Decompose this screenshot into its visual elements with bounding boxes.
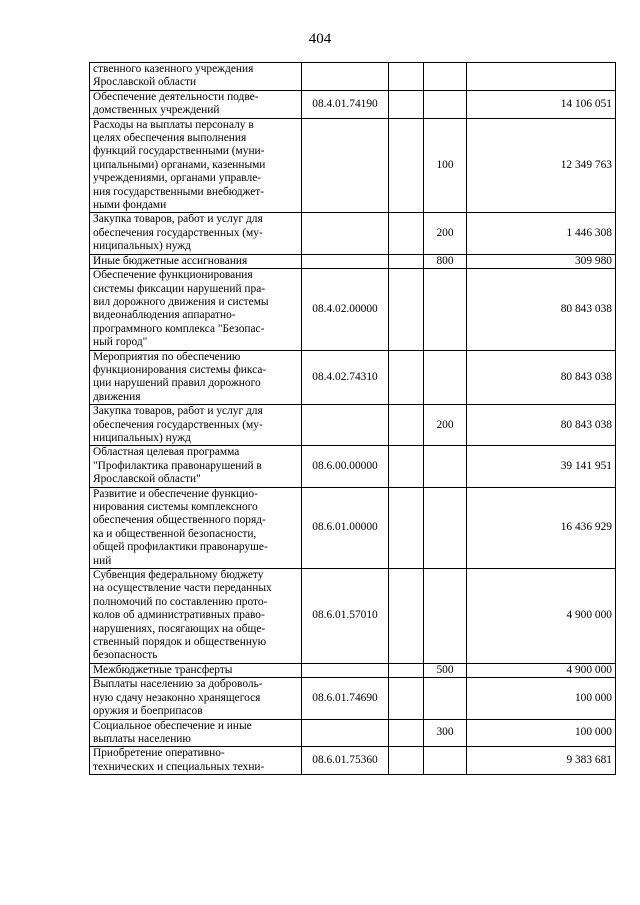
expense-type-cell: 300 (424, 719, 467, 747)
table-row (90, 446, 616, 487)
table-row (90, 350, 616, 405)
empty-cell (389, 487, 424, 568)
item-name-cell: Обеспечение деятельности подве- домственных учреждений (90, 90, 302, 118)
target-code-cell: 08.6.01.74690 (302, 678, 389, 719)
table-row (90, 719, 616, 747)
empty-cell (389, 446, 424, 487)
table-row (90, 213, 616, 254)
amount-cell: 100 000 (467, 719, 616, 747)
item-name-cell: Выплаты населению за доброволь- ную сдачу незаконно хранящегося оружия и боеприпасов (90, 678, 302, 719)
target-code-cell: 08.6.01.00000 (302, 487, 389, 568)
table-row (90, 487, 616, 568)
table-row (90, 63, 616, 91)
table-row (90, 747, 616, 775)
target-code-cell (302, 63, 389, 91)
item-name-cell: Расходы на выплаты персоналу в целях обеспечения выполнения функций государственными (муни- ципальными) органами, казенными учреждениями, органами управле- ния государственными внебюджет- ными фондами (90, 118, 302, 213)
amount-cell: 4 900 000 (467, 663, 616, 677)
amount-cell (467, 63, 616, 91)
empty-cell (389, 63, 424, 91)
target-code-cell: 08.4.02.00000 (302, 269, 389, 350)
expense-type-cell (424, 350, 467, 405)
table-row (90, 90, 616, 118)
empty-cell (389, 350, 424, 405)
table-row (90, 663, 616, 677)
item-name-cell: Субвенция федеральному бюджету на осуществление части переданных полномочий по составлению прото- колов об административных право- нарушениях, посягающих на обще- ственный порядок и общественную безопасность (90, 569, 302, 664)
target-code-cell (302, 405, 389, 446)
expense-type-cell (424, 269, 467, 350)
amount-cell: 14 106 051 (467, 90, 616, 118)
empty-cell (389, 90, 424, 118)
table-row (90, 678, 616, 719)
budget-table-body (90, 63, 616, 775)
expense-type-cell: 200 (424, 213, 467, 254)
expense-type-cell (424, 446, 467, 487)
expense-type-cell (424, 63, 467, 91)
empty-cell (389, 569, 424, 664)
amount-cell: 100 000 (467, 678, 616, 719)
page-number: 404 (308, 31, 332, 47)
table-row (90, 269, 616, 350)
item-name-cell: Мероприятия по обеспечению функционирования системы фикса- ции нарушений правил дорожного движения (90, 350, 302, 405)
target-code-cell: 08.6.01.75360 (302, 747, 389, 775)
empty-cell (389, 269, 424, 350)
target-code-cell (302, 254, 389, 268)
target-code-cell: 08.4.02.74310 (302, 350, 389, 405)
expense-type-cell: 100 (424, 118, 467, 213)
table-row (90, 405, 616, 446)
amount-cell: 12 349 763 (467, 118, 616, 213)
empty-cell (389, 213, 424, 254)
amount-cell: 1 446 308 (467, 213, 616, 254)
empty-cell (389, 254, 424, 268)
expense-type-cell (424, 678, 467, 719)
item-name-cell: Межбюджетные трансферты (90, 663, 302, 677)
item-name-cell: Закупка товаров, работ и услуг для обеспечения государственных (му- ниципальных) нужд (90, 405, 302, 446)
amount-cell: 9 383 681 (467, 747, 616, 775)
amount-cell: 80 843 038 (467, 350, 616, 405)
empty-cell (389, 405, 424, 446)
expense-type-cell (424, 747, 467, 775)
amount-cell: 16 436 929 (467, 487, 616, 568)
empty-cell (389, 719, 424, 747)
item-name-cell: Обеспечение функционирования системы фиксации нарушений пра- вил дорожного движения и системы видеонаблюдения аппаратно- программного комплекса "Безопас- ный город" (90, 269, 302, 350)
amount-cell: 39 141 951 (467, 446, 616, 487)
target-code-cell (302, 118, 389, 213)
amount-cell: 80 843 038 (467, 405, 616, 446)
expense-type-cell (424, 569, 467, 664)
expense-type-cell: 800 (424, 254, 467, 268)
budget-table (89, 62, 616, 775)
item-name-cell: Социальное обеспечение и иные выплаты населению (90, 719, 302, 747)
empty-cell (389, 663, 424, 677)
expense-type-cell (424, 487, 467, 568)
expense-type-cell: 500 (424, 663, 467, 677)
amount-cell: 4 900 000 (467, 569, 616, 664)
expense-type-cell: 200 (424, 405, 467, 446)
table-row (90, 118, 616, 213)
empty-cell (389, 747, 424, 775)
table-row (90, 254, 616, 268)
item-name-cell: Закупка товаров, работ и услуг для обеспечения государственных (му- ниципальных) нужд (90, 213, 302, 254)
amount-cell: 309 980 (467, 254, 616, 268)
expense-type-cell (424, 90, 467, 118)
item-name-cell: Иные бюджетные ассигнования (90, 254, 302, 268)
target-code-cell: 08.4.01.74190 (302, 90, 389, 118)
item-name-cell: Приобретение оперативно- технических и специальных техни- (90, 747, 302, 775)
target-code-cell: 08.6.00.00000 (302, 446, 389, 487)
target-code-cell (302, 663, 389, 677)
item-name-cell: Областная целевая программа "Профилактика правонарушений в Ярославской области" (90, 446, 302, 487)
target-code-cell (302, 213, 389, 254)
target-code-cell (302, 719, 389, 747)
item-name-cell: ственного казенного учреждения Ярославской области (90, 63, 302, 91)
amount-cell: 80 843 038 (467, 269, 616, 350)
target-code-cell: 08.6.01.57010 (302, 569, 389, 664)
empty-cell (389, 678, 424, 719)
empty-cell (389, 118, 424, 213)
item-name-cell: Развитие и обеспечение функцио- нирования системы комплексного обеспечения общественного поряд- ка и общественной безопасности, общей профилактики правонаруше- ний (90, 487, 302, 568)
table-row (90, 569, 616, 664)
